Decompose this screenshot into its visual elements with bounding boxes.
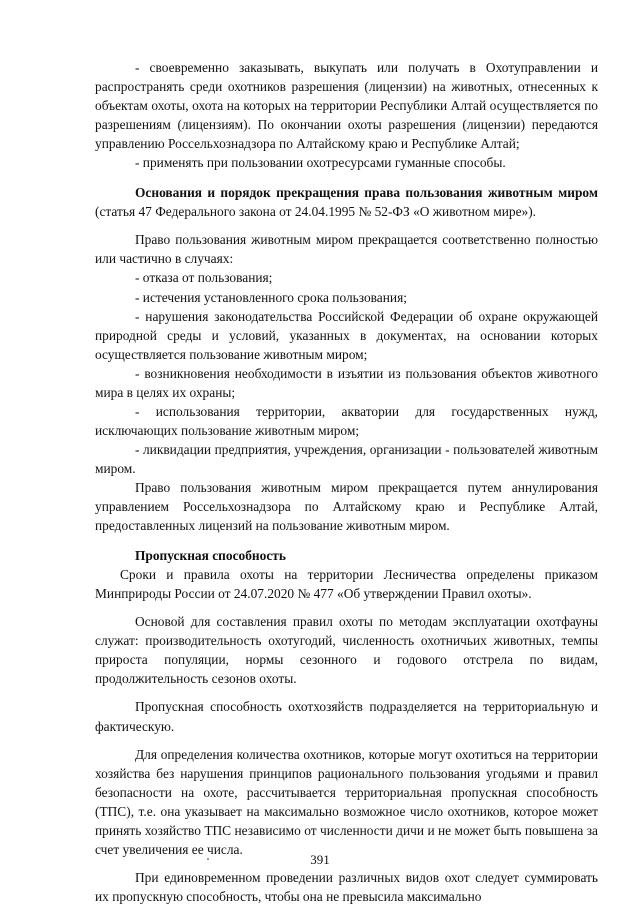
list-item: - отказа от пользования;	[135, 270, 273, 286]
page-number: 391	[310, 852, 330, 867]
paragraph: Для определения количества охотников, которые могут охотиться на территории хозяйства без нарушения принципов рационального пользования угодьями и правил безопасности на охоте, рассчитывается территориальная пропускная способность (ТПС), т.е. она указывает на максимально возможное число охотников, которое может принять хозяйство ТПС независимо от численности дичи и не может быть повышена за счет увеличения ее числа.	[95, 746, 598, 857]
list-item: - нарушения законодательства Российской Федерации об охране окружающей природной среды и условий, указанных в документах, на основании которых осуществляется пользование животным миром;	[95, 308, 598, 362]
paragraph: - применять при пользовании охотресурсами гуманные способы.	[135, 155, 506, 171]
paragraph: Сроки и правила охоты на территории Лесничества определены приказом Минприроды России от 24.07.2020 № 477 «Об утверждении Правил охоты».	[95, 567, 598, 602]
paragraph: Право пользования животным миром прекращается путем аннулирования управлением Россельхознадзора по Алтайскому краю и Республике Алтай, предоставленных лицензий на пользование животным миром.	[95, 479, 598, 534]
paragraph: При единовременном проведении различных видов охот следует суммировать их пропускную способность, чтобы она не превысила максимально	[95, 869, 598, 904]
list-item: - ликвидации предприятия, учреждения, организации - пользователей животным миром.	[95, 441, 598, 476]
list-item: - возникновения необходимости в изъятии из пользования объектов животного мира в целях их охраны;	[95, 365, 598, 400]
page-body	[95, 58, 598, 906]
heading-reference-text: (статья 47 Федерального закона от 24.04.1995 № 52-ФЗ «О животном мире»).	[95, 204, 537, 220]
paragraph: Право пользования животным миром прекращается соответственно полностью или частично в случаях:	[95, 232, 598, 267]
list-item: - истечения установленного срока пользования;	[135, 289, 407, 305]
section-heading-termination	[95, 183, 598, 221]
section-heading-capacity: Пропускная способность	[135, 548, 286, 564]
paragraph: Пропускная способность охотхозяйств подразделяется на территориальную и фактическую.	[95, 699, 598, 734]
list-item: - использования территории, акватории для государственных нужд, исключающих пользование животным миром;	[95, 403, 598, 438]
heading-bold-text: Основания и порядок прекращения права пользования животным миром	[135, 185, 598, 201]
paragraph: - своевременно заказывать, выкупать или получать в Охотуправлении и распространять среди охотников разрешения (лицензии) на животных, отнесенных к объектам охоты, охота на которых на территории Республики Алтай осуществляется по разрешениям (лицензиям). По окончании охоты разрешения (лицензии) передаются управлению Россельхознадзора по Алтайскому краю и Республике Алтай;	[95, 60, 598, 152]
paragraph: Основой для составления правил охоты по методам эксплуатации охотфауны служат: производительность охотугодий, численность охотничьих животных, темпы прироста популяции, нормы сезонного и годового отстрела по видам, продолжительность сезонов охоты.	[95, 614, 598, 687]
